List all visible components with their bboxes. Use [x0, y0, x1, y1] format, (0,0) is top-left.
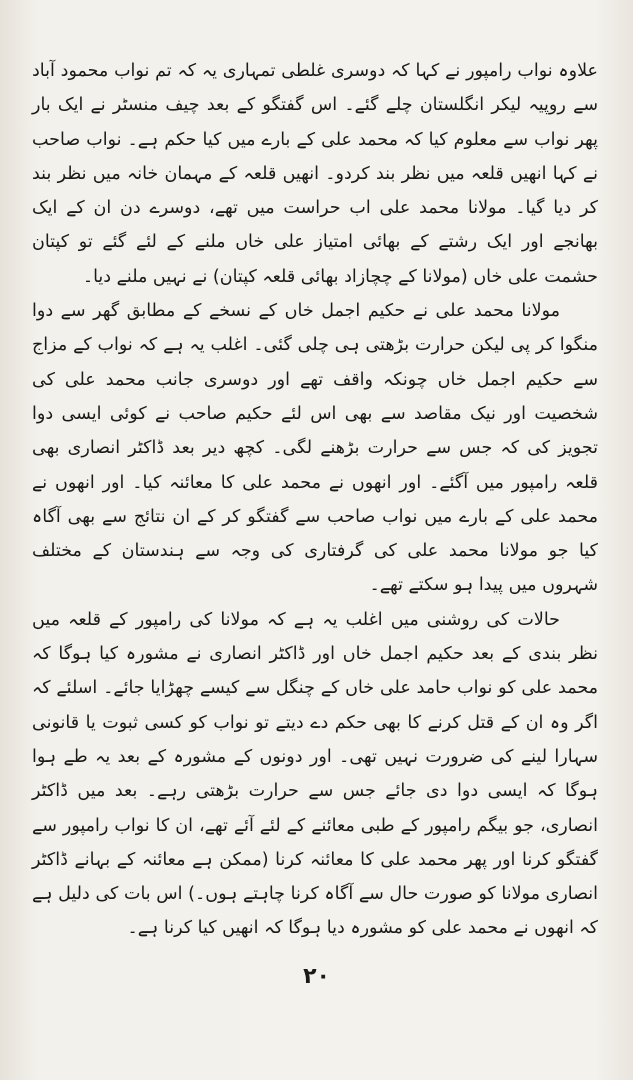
paragraph-1: علاوہ نواب رامپور نے کہا کہ دوسری غلطی تمہاری یہ کہ تم نواب محمود آباد سے روپیہ لیکر انگلستان چلے گئے۔ اس گفتگو کے بعد چیف منسٹر نے ایک بار پھر نواب سے معلوم کیا کہ محمد علی کے بارے میں کیا حکم ہے۔ نواب صاحب نے کہا انھیں قلعہ میں نظر بند کردو۔ انھیں قلعہ کے مہمان خانہ میں نظر بند کر دیا گیا۔ مولانا محمد علی اب حراست میں تھے، دوسرے دن ان کے ایک بھانجے اور ایک رشتے کے بھائی امتیاز علی خاں ملنے کے لئے گئے تو کپتان حشمت علی خاں (مولانا کے چچازاد بھائی قلعہ کپتان) نے نہیں ملنے دیا۔	[32, 61, 598, 287]
body-text	[32, 54, 598, 946]
paragraph-3: حالات کی روشنی میں اغلب یہ ہے کہ مولانا کی رامپور کے قلعہ میں نظر بندی کے بعد حکیم اجمل خاں اور ڈاکٹر انصاری نے مشورہ کیا ہوگا کہ محمد علی کو نواب حامد علی خاں کے چنگل سے کیسے چھڑایا جائے۔ اسلئے کہ اگر وہ ان کے قتل کرنے کا بھی حکم دے دیتے تو نواب کو کسی ثبوت یا قانونی سہارا لینے کی ضرورت نہیں تھی۔ اور دونوں کے مشورہ کے بعد یہ طے ہوا ہوگا کہ ایسی دوا دی جائے جس سے حرارت بڑھتی رہے۔ بعد میں ڈاکٹر انصاری، جو بیگم رامپور کے طبی معائنے کے لئے آئے تھے، ان کا نواب رامپور سے گفتگو کرنا اور پھر محمد علی کا معائنہ کرنا (ممکن ہے معائنہ کے بہانے ڈاکٹر انصاری مولانا کو صورت حال سے آگاہ کرنا چاہتے ہوں۔) اس بات کی دلیل ہے کہ انھوں نے محمد علی کو مشورہ دیا ہوگا کہ انھیں کیا کرنا ہے۔	[32, 609, 598, 939]
paragraph-2: مولانا محمد علی نے حکیم اجمل خاں کے نسخے کے مطابق گھر سے دوا منگوا کر پی لیکن حرارت بڑھتی ہی چلی گئی۔ اغلب یہ ہے کہ نواب کے مزاج سے حکیم اجمل خاں چونکہ واقف تھے اور دوسری جانب محمد علی کی شخصیت اور نیک مقاصد سے بھی اس لئے حکیم صاحب نے کوئی ایسی دوا تجویز کی کہ جس سے حرارت بڑھنے لگی۔ کچھ دیر بعد ڈاکٹر انصاری بھی قلعہ رامپور میں آگئے۔ اور انھوں نے محمد علی کا معائنہ کیا۔ اور انھوں نے محمد علی کے بارے میں نواب صاحب سے گفتگو کر کے ان نتائج سے بھی آگاہ کیا جو مولانا محمد علی کی گرفتاری کی وجہ سے ہندستان کے مختلف شہروں میں پیدا ہو سکتے تھے۔	[32, 301, 598, 596]
page-number: ۲۰	[303, 964, 330, 989]
